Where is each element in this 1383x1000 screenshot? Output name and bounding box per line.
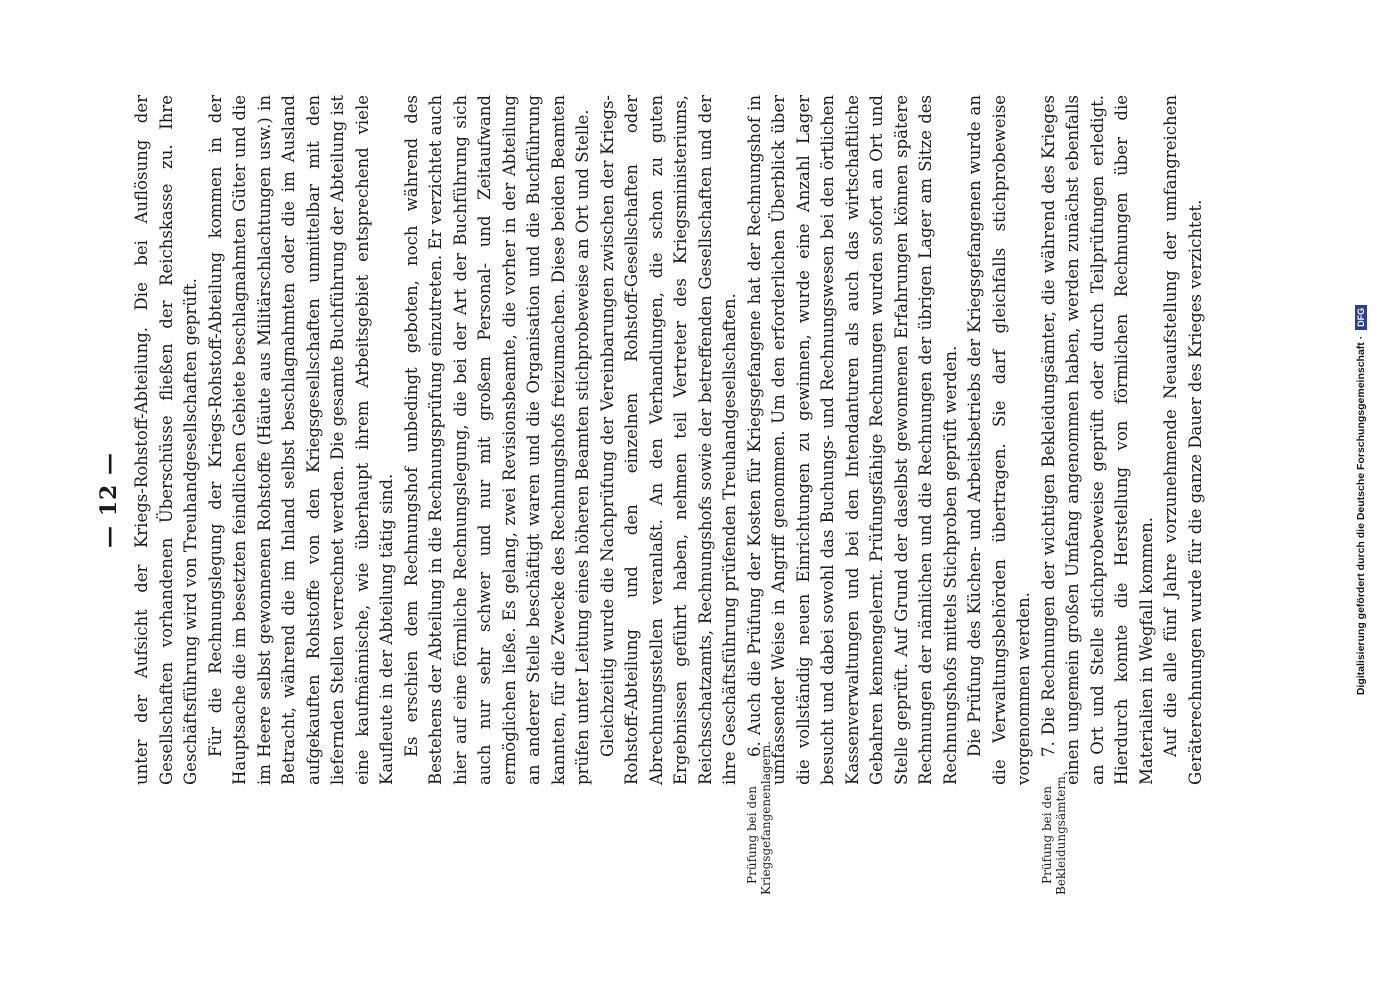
- paragraph-kuechenbetrieb: Die Prüfung des Küchen- und Arbeitsbetriebs der Kriegsgefangenen wurde an die Verwaltungsbehörden übertragen. Sie darf gleichfalls stichprobeweise vorgenommen werden.: [965, 95, 1033, 785]
- digitization-credit: Digitalisierung gefördert durch die Deutsche Forschungsgemeinschaft · DFG: [1355, 0, 1367, 1000]
- paragraph-intro: unter der Aufsicht der Kriegs-Rohstoff-Abteilung. Die bei Auflösung der Gesellschaften vorhandenen Überschüsse fließen der Reichskasse zu. Ihre Geschäftsführung wird von Treuhandgesellschaften geprüft.: [132, 95, 200, 785]
- paragraph-nachpruefung: Gleichzeitig wurde die Nachprüfung der Vereinbarungen zwischen der Kriegs-Rohstoff-Abteilung und den einzelnen Rohstoff-Gesellschaften oder Abrechnungsstellen veranlaßt. An den Verhandlungen, die schon zu guten Ergebnissen geführt haben, nehmen teil Vertreter des Kriegsministeriums, Reichsschatzamts, Rechnungshofs sowie der betreffenden Gesellschaften und der ihre Geschäftsführung prüfenden Treuhandgesellschaften.: [597, 95, 739, 785]
- body-text: [130, 95, 1208, 785]
- paragraph-rechnungspruefung: Es erschien dem Rechnungshof unbedingt geboten, noch während des Bestehens der Abteilung in die Rechnungsprüfung einzutreten. Er verzichtet auch hier auf eine förmliche Rechnungslegung, die bei der Art der Buchführung sich auch nur sehr schwer und nur mit großem Personal- und Zeitaufwand ermöglichen ließe. Es gelang, zwei Revisionsbeamte, die vorher in der Abteilung an anderer Stelle beschäftigt waren und die Organisation und die Buchführung kannten, für die Zwecke des Rechnungshofs freizumachen. Diese beiden Beamten prüfen unter Leitung eines höheren Beamten stichprobeweise an Ort und Stelle.: [401, 94, 592, 785]
- credit-text: Digitalisierung gefördert durch die Deutsche Forschungsgemeinschaft: [1355, 342, 1367, 696]
- margin-note-clothing-offices: Prüfung bei den Bekleidungsämtern.: [1040, 772, 1068, 895]
- paragraph-section-6: 6. Auch die Prüfung der Kosten für Kriegsgefangene hat der Rechnungshof in umfassender Weise in Angriff genommen. Um den erforderlichen Überblick über die vollständig neuen Einrichtungen zu gewinnen, wurde eine Anzahl Lager besucht und dabei sowohl das Buchungs- und Rechnungswesen bei den örtlichen Kassenverwaltungen und bei den Intendanturen als auch das wirtschaftliche Gebahren kennengelernt. Prüfungsfähige Rechnungen wurden sofort an Ort und Stelle geprüft. Auf Grund der daselbst gewonnenen Erfahrungen können spätere Rechnungen der nämlichen und die Rechnungen der übrigen Lager am Sitze des Rechnungshofs mittels Stichproben geprüft werden.: [744, 95, 960, 785]
- margin-note-prisoner-camps: Prüfung bei den Kriegsgefangenenlagern.: [745, 741, 773, 895]
- dfg-logo: DFG: [1355, 305, 1367, 330]
- page-number: — 12 —: [96, 452, 122, 548]
- paragraph-section-7: 7. Die Rechnungen der wichtigen Bekleidungsämter, die während des Krieges einen ungemein großen Umfang angenommen haben, werden zunächst ebenfalls an Ort und Stelle stichprobeweise geprüft oder durch Teilprüfungen erledigt. Hierdurch konnte die Herstellung von förmlichen Rechnungen über die Materialien in Wegfall kommen.: [1038, 95, 1156, 785]
- paragraph-geraeterechnungen: Auf die alle fünf Jahre vorzunehmende Neuaufstellung der umfangreichen Geräterechnungen wurde für die ganze Dauer des Krieges verzichtet.: [1161, 95, 1205, 785]
- paragraph-rechnungslegung: Für die Rechnungslegung der Kriegs-Rohstoff-Abteilung kommen in der Hauptsache die im besetzten feindlichen Gebiete beschlagnahmten Güter und die im Heere selbst gewonnenen Rohstoffe (Häute aus Militärschlachtungen usw.) in Betracht, während die im Inland selbst beschlagnahmten oder die im Ausland aufgekauften Rohstoffe von den Kriegsgesellschaften unmittelbar mit den liefernden Stellen verrechnet werden. Die gesamte Buchführung der Abteilung ist eine kaufmännische, wie überhaupt ihrem Arbeitsgebiet entsprechend viele Kaufleute in der Abteilung tätig sind.: [205, 95, 396, 785]
